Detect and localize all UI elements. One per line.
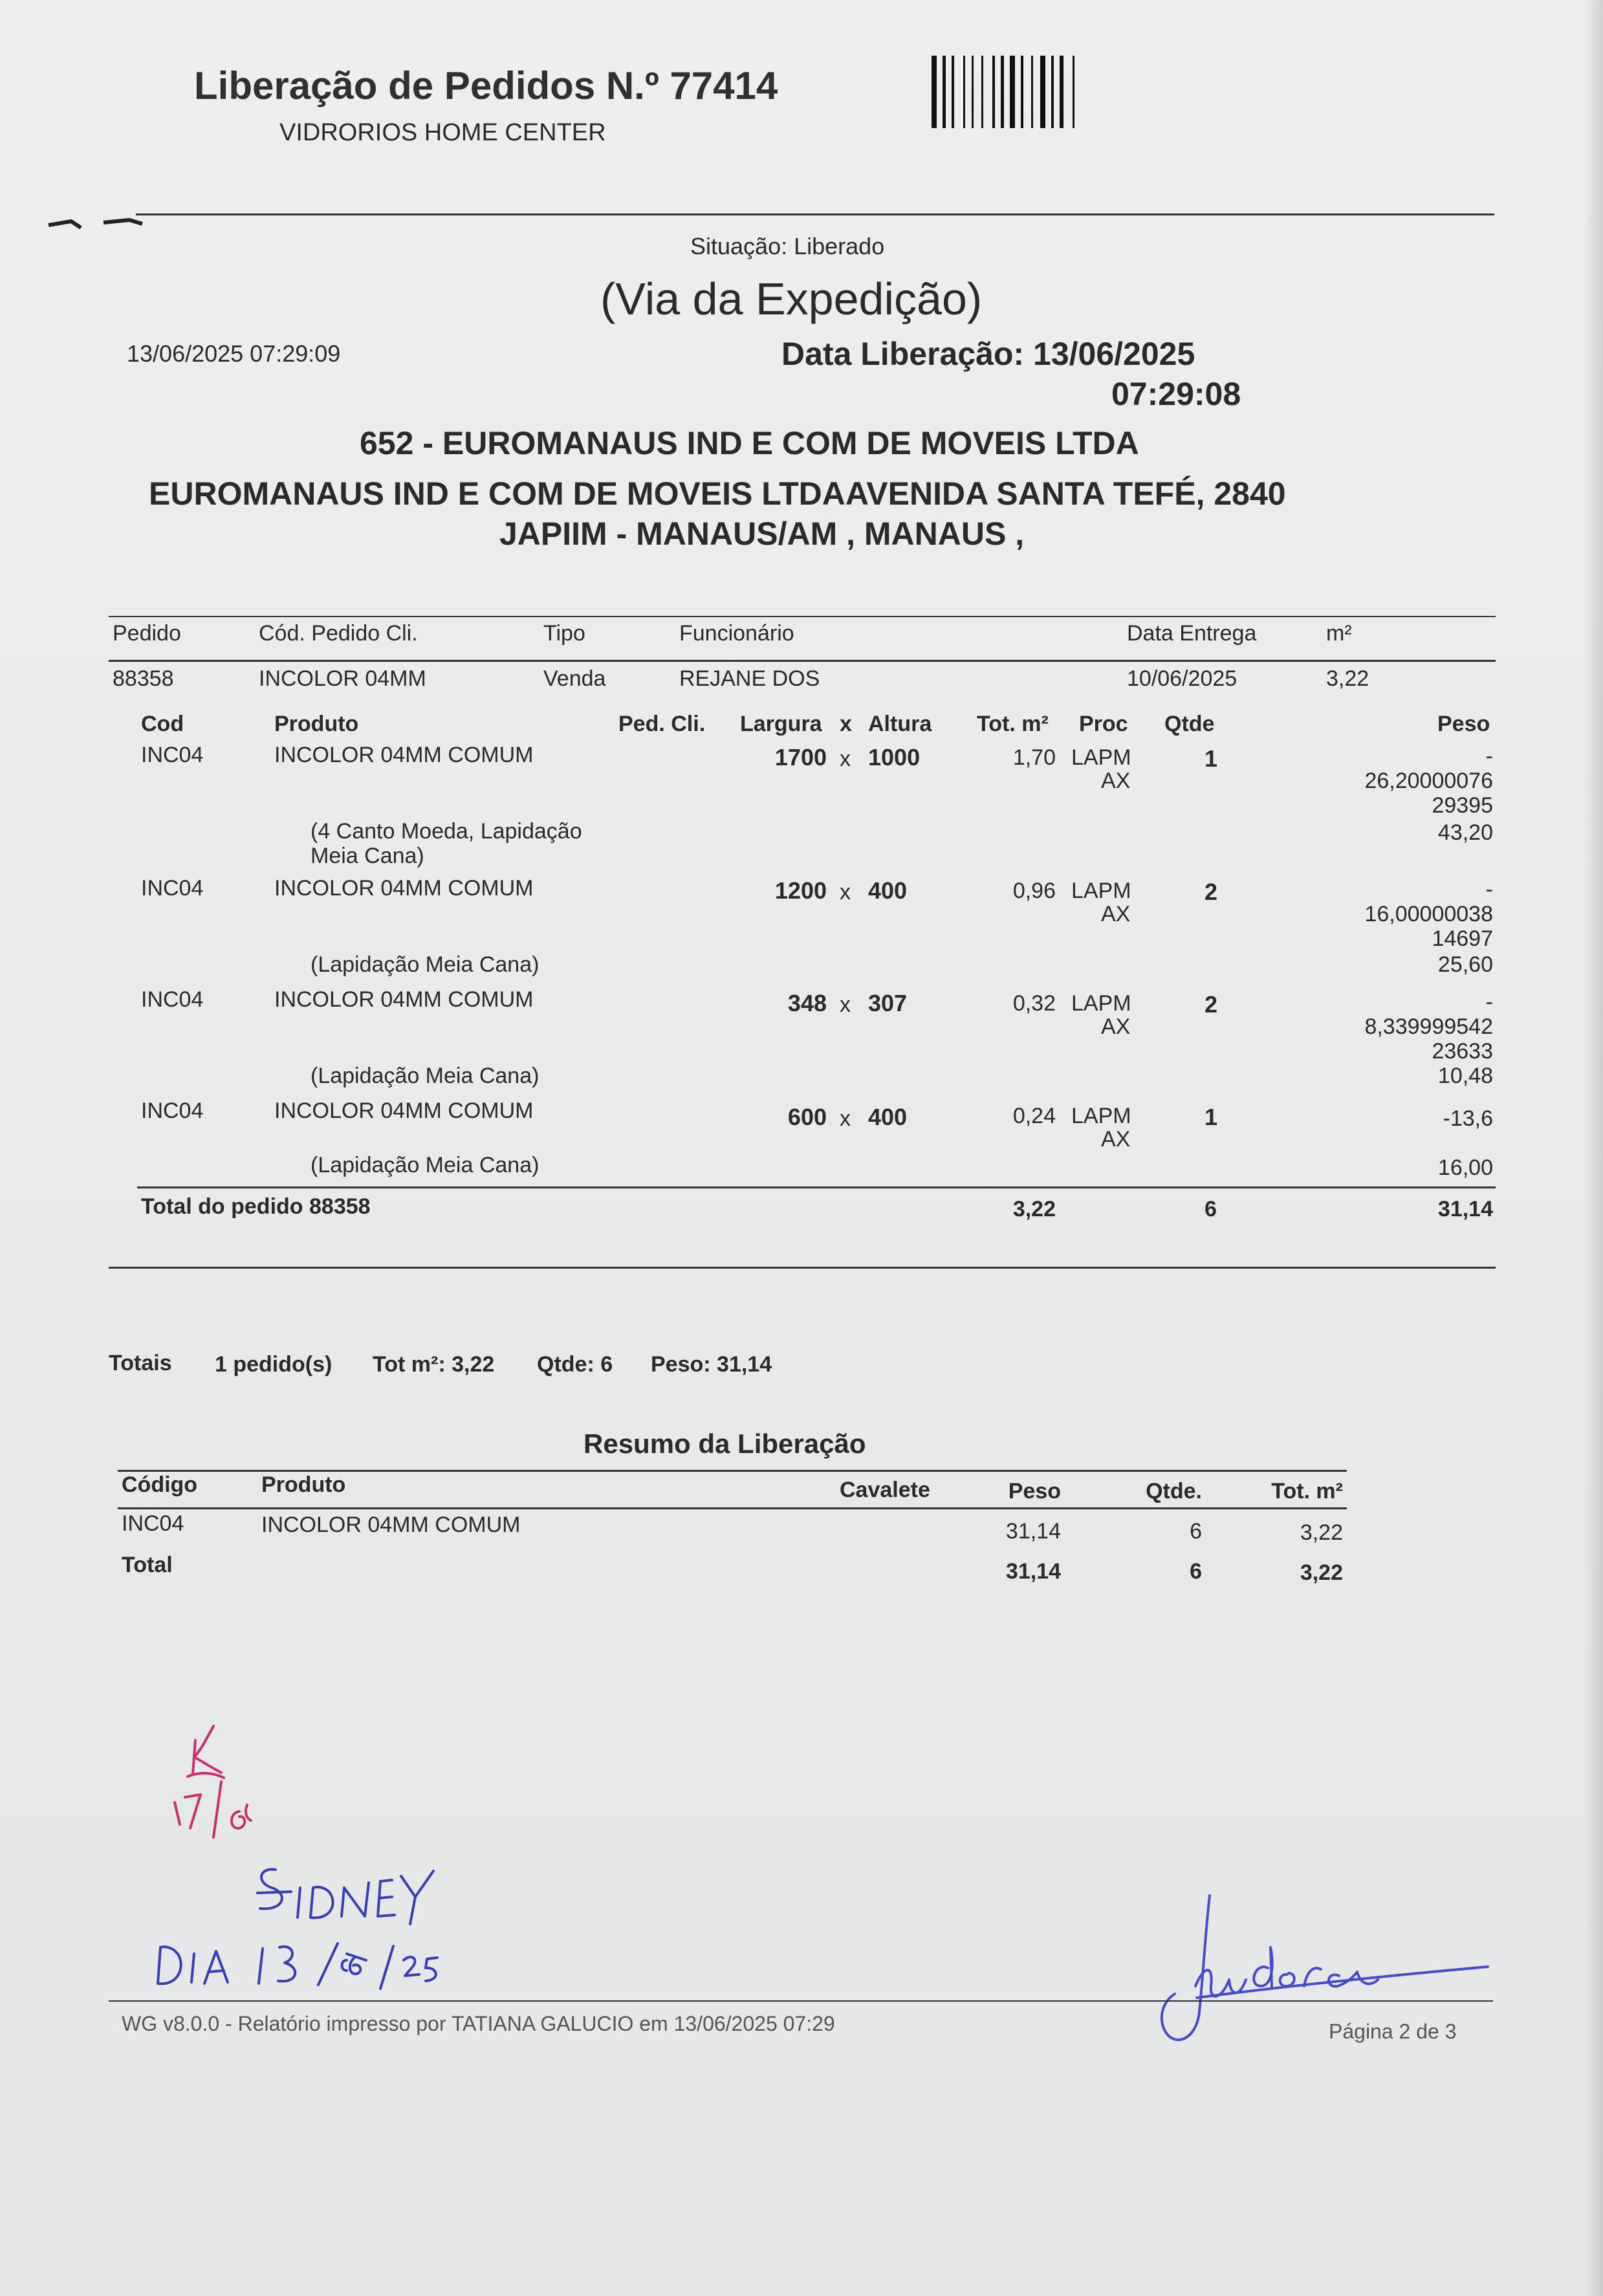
item-altura: 400 — [868, 877, 908, 904]
totals-pedidos: 1 pedido(s) — [215, 1352, 333, 1377]
item-cod: INC04 — [141, 743, 204, 767]
col-pedido: Pedido — [113, 621, 181, 646]
items-col-altura: Altura — [868, 712, 932, 736]
situacao-label: Situação: Liberado — [690, 233, 885, 259]
resumo-col-tot-m2: Tot. m² — [1271, 1479, 1343, 1503]
item-peso-3: 23633 — [1432, 1039, 1493, 1064]
order-cod-pedido-cli: INCOLOR 04MM — [259, 666, 426, 691]
col-funcionario: Funcionário — [679, 621, 794, 646]
item-cod: INC04 — [141, 876, 204, 901]
resumo-codigo: INC04 — [122, 1511, 184, 1536]
item-note-2: Meia Cana) — [311, 844, 424, 868]
resumo-qtde: 6 — [1190, 1519, 1202, 1544]
footer-printed-by: WG v8.0.0 - Relatório impresso por TATIANA GALUCIO em 13/06/2025 07:29 — [122, 2012, 835, 2035]
paper-edge — [1584, 0, 1603, 2296]
item-altura: 307 — [868, 990, 908, 1016]
item-x: x — [840, 747, 851, 771]
item-proc2: AX — [1101, 769, 1131, 793]
item-cod: INC04 — [141, 1099, 204, 1123]
order-tipo: Venda — [543, 666, 606, 691]
items-col-x: x — [840, 712, 852, 736]
resumo-peso: 31,14 — [1005, 1519, 1061, 1544]
data-liberacao: Data Liberação: 13/06/2025 — [781, 336, 1195, 372]
resumo-total-label: Total — [122, 1553, 173, 1577]
items-col-cod: Cod — [141, 712, 184, 736]
resumo-top-rule — [118, 1470, 1347, 1472]
item-peso-3: 29395 — [1432, 793, 1493, 818]
resumo-total-m2: 3,22 — [1300, 1560, 1343, 1585]
resumo-total-qtde: 6 — [1190, 1559, 1202, 1584]
item-tot-m2: 0,24 — [1012, 1104, 1056, 1128]
item-peso-1: - — [1485, 877, 1493, 902]
header-divider — [136, 213, 1494, 215]
col-tipo: Tipo — [543, 621, 585, 646]
order-pedido: 88358 — [113, 666, 174, 691]
company-name: VIDRORIOS HOME CENTER — [279, 119, 606, 146]
item-peso-2: 16,00000038 — [1364, 902, 1493, 926]
staple-mark — [45, 213, 149, 233]
item-produto: INCOLOR 04MM COMUM — [274, 743, 534, 767]
client-address-line1: EUROMANAUS IND E COM DE MOVEIS LTDAAVENIDA SANTA TEFÉ, 2840 — [149, 476, 1286, 512]
item-produto: INCOLOR 04MM COMUM — [274, 1099, 534, 1123]
resumo-col-peso: Peso — [1008, 1479, 1061, 1503]
item-peso-final: 25,60 — [1437, 952, 1493, 977]
order-funcionario: REJANE DOS — [679, 666, 820, 691]
item-largura: 600 — [787, 1104, 827, 1130]
order-total-peso: 31,14 — [1437, 1197, 1493, 1221]
items-col-ped-cli: Ped. Cli. — [618, 712, 706, 736]
client-code-name: 652 - EUROMANAUS IND E COM DE MOVEIS LTDA — [360, 425, 1139, 461]
item-proc2: AX — [1101, 1127, 1131, 1152]
item-note: (4 Canto Moeda, Lapidação — [311, 819, 582, 844]
items-col-tot-m2: Tot. m² — [977, 712, 1049, 736]
document-title: Liberação de Pedidos N.º 77414 — [194, 64, 778, 107]
item-note: (Lapidação Meia Cana) — [311, 1153, 540, 1177]
resumo-tot-m2: 3,22 — [1300, 1520, 1343, 1545]
resumo-title: Resumo da Liberação — [583, 1428, 866, 1459]
item-proc1: LAPM — [1071, 745, 1131, 770]
item-peso-2: 8,339999542 — [1364, 1014, 1493, 1039]
resumo-produto: INCOLOR 04MM COMUM — [261, 1513, 521, 1537]
col-m2: m² — [1326, 621, 1352, 646]
item-largura: 1200 — [774, 877, 827, 904]
col-cod-pedido-cli: Cód. Pedido Cli. — [259, 621, 418, 646]
order-table-mid-rule — [109, 660, 1496, 662]
item-tot-m2: 0,32 — [1012, 991, 1056, 1016]
items-col-produto: Produto — [274, 712, 359, 736]
print-datetime: 13/06/2025 07:29:09 — [127, 340, 341, 367]
handwritten-date-mark — [162, 1714, 272, 1844]
resumo-col-cavalete: Cavalete — [840, 1478, 930, 1502]
item-largura: 1700 — [774, 744, 827, 771]
item-qtde: 2 — [1205, 879, 1218, 905]
item-proc1: LAPM — [1071, 879, 1131, 903]
item-altura: 400 — [868, 1104, 908, 1130]
item-note: (Lapidação Meia Cana) — [311, 1064, 540, 1088]
page-number: Página 2 de 3 — [1329, 2020, 1457, 2043]
resumo-col-codigo: Código — [122, 1472, 198, 1497]
order-total-label: Total do pedido 88358 — [141, 1194, 371, 1219]
item-altura: 1000 — [868, 744, 921, 771]
client-address-line2: JAPIIM - MANAUS/AM , MANAUS , — [499, 516, 1025, 552]
item-x: x — [840, 1106, 851, 1131]
handwritten-name-sidney — [246, 1857, 453, 1928]
totals-qtde: Qtde: 6 — [537, 1352, 613, 1377]
item-proc1: LAPM — [1071, 991, 1131, 1016]
item-qtde: 2 — [1205, 991, 1218, 1018]
items-col-largura: Largura — [740, 712, 822, 736]
item-produto: INCOLOR 04MM COMUM — [274, 876, 534, 901]
item-peso-1: - — [1485, 990, 1493, 1014]
item-peso-3: 14697 — [1432, 926, 1493, 951]
order-m2: 3,22 — [1326, 666, 1369, 691]
section-divider — [109, 1267, 1496, 1269]
totals-label: Totais — [109, 1351, 172, 1375]
item-x: x — [840, 992, 851, 1017]
items-col-proc: Proc — [1079, 712, 1128, 736]
items-col-qtde: Qtde — [1164, 712, 1215, 736]
item-cod: INC04 — [141, 987, 204, 1012]
order-table-top-rule — [109, 616, 1496, 617]
footer-divider — [109, 2000, 1493, 2002]
item-largura: 348 — [787, 990, 827, 1016]
totals-peso: Peso: 31,14 — [651, 1352, 772, 1377]
resumo-total-peso: 31,14 — [1005, 1559, 1061, 1584]
item-proc2: AX — [1101, 902, 1131, 926]
resumo-header-rule — [118, 1507, 1347, 1509]
barcode-image — [932, 56, 1177, 128]
item-qtde: 1 — [1205, 1104, 1218, 1130]
item-tot-m2: 1,70 — [1012, 745, 1056, 770]
item-peso-1: -13,6 — [1443, 1106, 1493, 1131]
totals-m2: Tot m²: 3,22 — [373, 1352, 495, 1377]
item-peso-final: 16,00 — [1437, 1155, 1493, 1180]
item-peso-final: 43,20 — [1437, 820, 1493, 845]
order-total-m2: 3,22 — [1012, 1197, 1056, 1221]
item-peso-final: 10,48 — [1437, 1064, 1493, 1088]
resumo-col-produto: Produto — [261, 1472, 346, 1497]
col-data-entrega: Data Entrega — [1127, 621, 1257, 646]
item-produto: INCOLOR 04MM COMUM — [274, 987, 534, 1012]
items-col-peso: Peso — [1437, 712, 1490, 736]
resumo-col-qtde: Qtde. — [1146, 1479, 1202, 1503]
handwritten-date-dia — [153, 1934, 450, 1993]
item-x: x — [840, 880, 851, 904]
item-note: (Lapidação Meia Cana) — [311, 952, 540, 977]
item-tot-m2: 0,96 — [1012, 879, 1056, 903]
item-peso-2: 26,20000076 — [1364, 769, 1493, 793]
item-qtde: 1 — [1205, 745, 1218, 772]
via-title: (Via da Expedição) — [600, 274, 983, 324]
order-total-qtde: 6 — [1205, 1197, 1217, 1221]
order-total-rule — [137, 1186, 1496, 1188]
item-peso-1: - — [1485, 744, 1493, 769]
order-data-entrega: 10/06/2025 — [1127, 666, 1238, 691]
data-liberacao-time: 07:29:08 — [1111, 376, 1241, 412]
item-proc1: LAPM — [1071, 1104, 1131, 1128]
item-proc2: AX — [1101, 1014, 1131, 1039]
